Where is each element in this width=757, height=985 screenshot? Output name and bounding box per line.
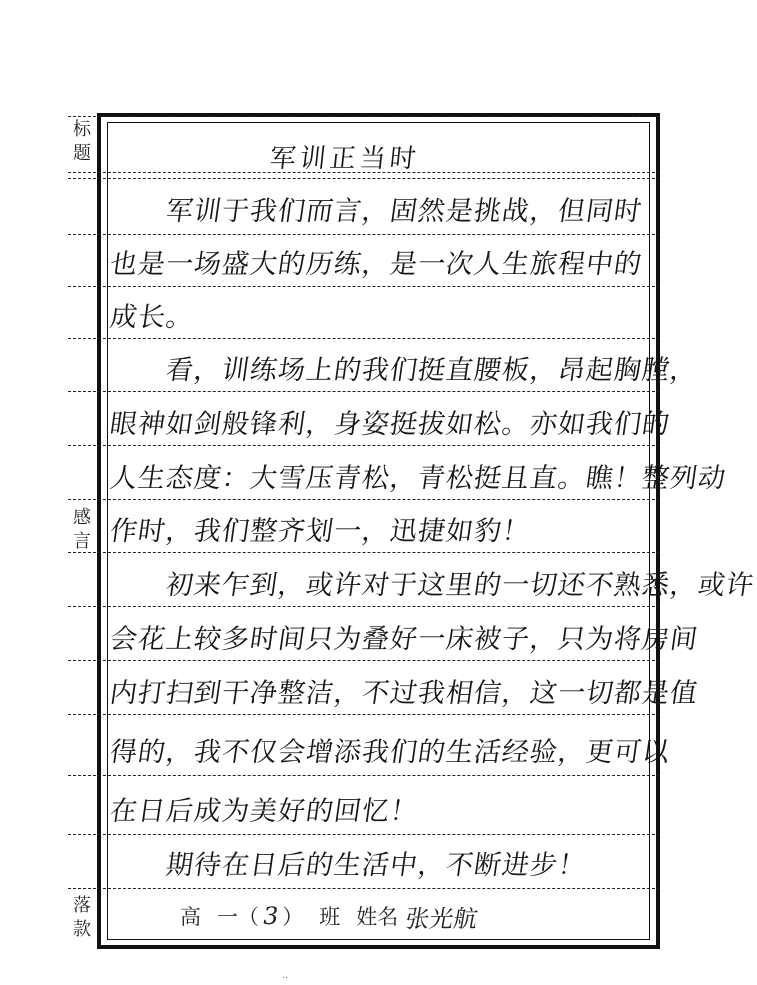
student-name: 张光航 — [403, 904, 481, 933]
rule-line — [68, 234, 660, 235]
essay-line: 眼神如剑般锋利，身姿挺拔如松。亦如我们的 — [107, 409, 673, 440]
essay-line: 成长。 — [107, 302, 197, 333]
essay-line: 人生态度：大雪压青松，青松挺且直。瞧！整列动 — [107, 463, 729, 494]
body-label-char-1: 感 — [73, 507, 91, 528]
body-label-char-2: 言 — [73, 531, 91, 552]
grade-number: 一 — [217, 905, 238, 929]
rule-line — [68, 499, 660, 500]
essay-line: 作时，我们整齐划一，迅捷如豹！ — [107, 516, 533, 547]
rule-line — [68, 775, 660, 776]
rule-line — [68, 606, 660, 607]
body-label — [62, 506, 102, 554]
signature-line — [180, 896, 481, 936]
essay-title: 军训正当时 — [268, 144, 422, 174]
essay-line: 在日后成为美好的回忆！ — [107, 796, 421, 827]
rule-line — [68, 178, 660, 179]
rule-line — [68, 834, 660, 835]
title-label-char-2: 题 — [73, 143, 91, 164]
open-paren: （ — [238, 905, 259, 929]
rule-line — [68, 714, 660, 715]
essay-line: 也是一场盛大的历练，是一次人生旅程中的 — [107, 249, 645, 280]
rule-line — [68, 445, 660, 446]
close-paren: ） — [282, 905, 304, 929]
title-label-char-1: 标 — [73, 119, 91, 140]
rule-line — [68, 888, 660, 889]
title-label — [62, 118, 102, 166]
essay-line: 得的，我不仅会增添我们的生活经验，更可以 — [107, 737, 673, 768]
essay-line: 看，训练场上的我们挺直腰板，昂起胸膛， — [107, 355, 701, 386]
sign-label — [62, 894, 102, 942]
rule-line — [68, 116, 660, 117]
sign-label-char-1: 落 — [73, 895, 91, 916]
grade-label: 高 — [180, 905, 201, 929]
rule-line — [68, 338, 660, 339]
stray-mark: .. — [282, 970, 289, 981]
essay-line: 内打扫到干净整洁，不过我相信，这一切都是值 — [107, 678, 701, 709]
rule-line — [68, 552, 660, 553]
sign-label-char-2: 款 — [73, 919, 91, 940]
rule-line — [68, 391, 660, 392]
name-label: 姓名 — [356, 905, 399, 929]
essay-line: 会花上较多时间只为叠好一床被子，只为将房间 — [107, 624, 701, 655]
rule-line — [68, 660, 660, 661]
essay-line: 初来乍到，或许对于这里的一切还不熟悉，或许 — [107, 570, 757, 601]
class-label: 班 — [319, 905, 341, 929]
rule-line — [68, 286, 660, 287]
essay-line: 军训于我们而言，固然是挑战，但同时 — [107, 196, 645, 227]
class-number: 3 — [260, 902, 281, 930]
essay-line: 期待在日后的生活中，不断进步！ — [107, 850, 589, 881]
